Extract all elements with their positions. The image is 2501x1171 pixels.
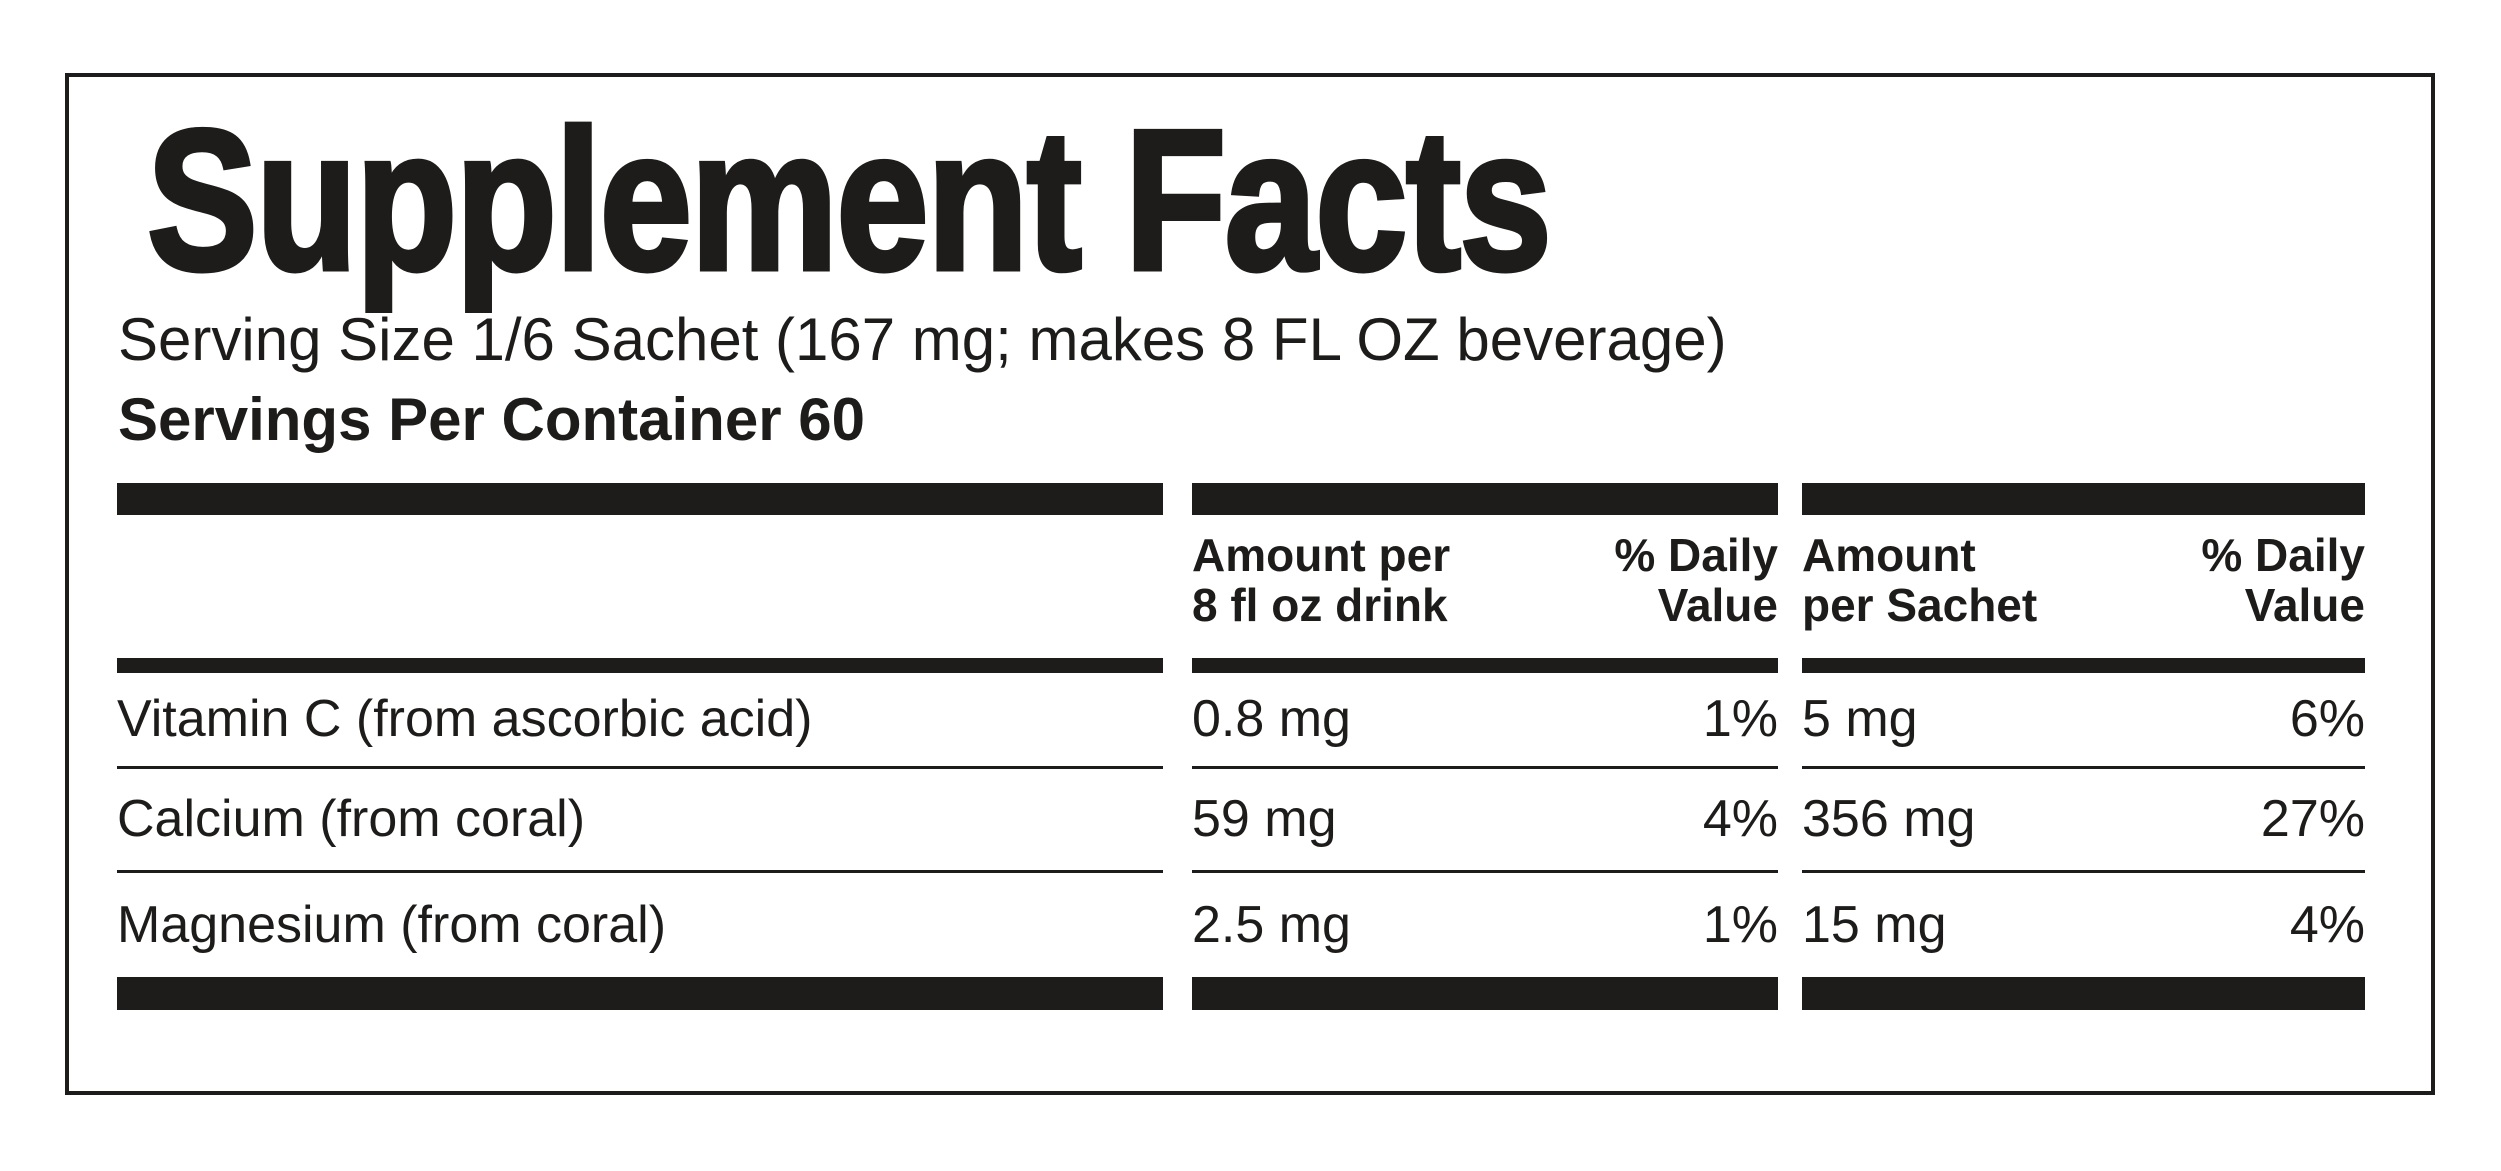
top-bar — [117, 483, 2365, 515]
column-gap — [1163, 870, 1192, 873]
header-line: Amount — [1802, 529, 1976, 581]
header-line: % Daily — [1614, 529, 1778, 581]
bottom-bar — [117, 977, 2365, 1010]
column-gap — [1163, 658, 1192, 673]
column-gap — [1778, 870, 1802, 873]
label-border-box — [65, 73, 2435, 1095]
amount-per-sachet: 15 mg — [1802, 895, 1947, 954]
header-daily-value-drink — [1614, 530, 1778, 658]
daily-value-per-drink: 4% — [1702, 790, 1778, 849]
top-bar-segment — [1192, 483, 1778, 515]
header-group-per-sachet — [1802, 515, 2365, 658]
page-title: Supplement Facts — [147, 89, 1551, 312]
per-sachet-cells — [1802, 673, 2365, 766]
table-row — [117, 769, 2365, 870]
header-underbar-segment — [1802, 658, 2365, 673]
header-name-spacer — [117, 515, 1163, 658]
daily-value-per-sachet: 6% — [2289, 690, 2365, 749]
bottom-bar-segment — [1802, 977, 2365, 1010]
nutrient-name: Calcium (from coral) — [117, 790, 586, 849]
header-line: % Daily — [2201, 529, 2365, 581]
daily-value-per-sachet: 4% — [2289, 895, 2365, 954]
facts-table — [117, 483, 2365, 1010]
amount-per-drink: 2.5 mg — [1192, 895, 1351, 954]
nutrient-name: Magnesium (from coral) — [117, 895, 667, 954]
column-gap — [1778, 977, 1802, 1010]
header-amount-per-drink — [1192, 530, 1450, 658]
header-underbar — [117, 658, 2365, 673]
header-daily-value-sachet — [2201, 530, 2365, 658]
header-line: Value — [2244, 579, 2365, 631]
column-gap — [1163, 766, 1192, 769]
per-sachet-cells — [1802, 769, 2365, 870]
bottom-bar-segment — [1192, 977, 1778, 1010]
serving-size-text: Serving Size 1/6 Sachet (167 mg; makes 8 FL OZ beverage) — [118, 306, 1727, 373]
per-drink-cells — [1192, 873, 1778, 977]
column-gap — [1778, 483, 1802, 515]
nutrient-name: Vitamin C (from ascorbic acid) — [117, 690, 813, 749]
header-amount-per-sachet — [1802, 530, 2037, 658]
top-bar-segment — [117, 483, 1163, 515]
amount-per-drink: 59 mg — [1192, 790, 1337, 849]
header-underbar-segment — [117, 658, 1163, 673]
per-drink-cells — [1192, 673, 1778, 766]
amount-per-sachet: 5 mg — [1802, 690, 1918, 749]
header-underbar-segment — [1192, 658, 1778, 673]
top-bar-segment — [1802, 483, 2365, 515]
column-gap — [1163, 515, 1192, 658]
bottom-bar-segment — [117, 977, 1163, 1010]
amount-per-drink: 0.8 mg — [1192, 690, 1351, 749]
header-line: Amount per — [1192, 529, 1451, 581]
column-gap — [1778, 515, 1802, 658]
row-divider-segment — [117, 870, 1163, 873]
row-divider-segment — [117, 766, 1163, 769]
header-line: 8 fl oz drink — [1192, 579, 1448, 631]
column-gap — [1163, 483, 1192, 515]
per-drink-cells — [1192, 769, 1778, 870]
column-gap — [1778, 658, 1802, 673]
table-row — [117, 673, 2365, 766]
table-row — [117, 873, 2365, 977]
header-line: per Sachet — [1802, 579, 2038, 631]
column-gap — [1778, 766, 1802, 769]
column-gap — [1163, 977, 1192, 1010]
daily-value-per-drink: 1% — [1702, 690, 1778, 749]
table-header-row — [117, 515, 2365, 658]
daily-value-per-drink: 1% — [1702, 895, 1778, 954]
header-line: Value — [1657, 579, 1778, 631]
servings-per-container-text: Servings Per Container 60 — [118, 386, 865, 453]
amount-per-sachet: 356 mg — [1802, 790, 1976, 849]
per-sachet-cells — [1802, 873, 2365, 977]
daily-value-per-sachet: 27% — [2260, 790, 2365, 849]
header-group-per-drink — [1192, 515, 1778, 658]
